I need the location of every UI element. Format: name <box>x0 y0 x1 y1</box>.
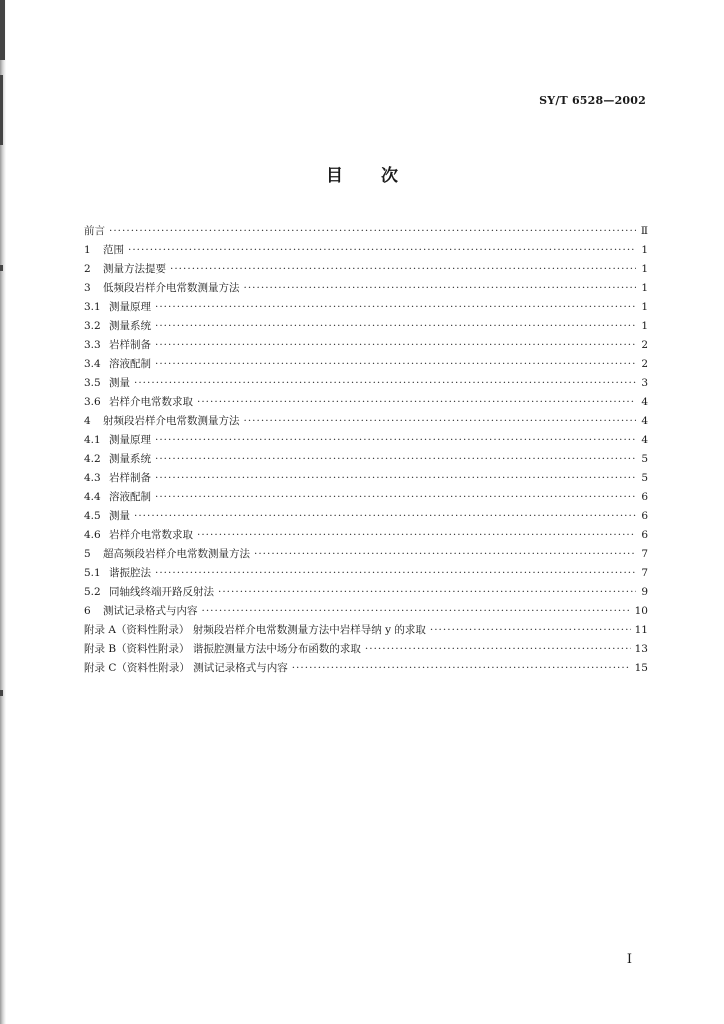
toc-entry-title <box>84 393 193 412</box>
toc-entry-title <box>84 450 151 469</box>
toc-entry-page: 1 <box>641 263 648 275</box>
scan-mark <box>0 75 3 145</box>
toc-leader-dots <box>155 488 636 507</box>
toc-entry-number: 4 <box>84 415 91 427</box>
toc-leader-dots <box>244 412 637 431</box>
toc-entry[interactable] <box>84 241 648 260</box>
toc-entry-page: 6 <box>641 491 648 503</box>
toc-entry-text: 附录 A（资料性附录） 射频段岩样介电常数测量方法中岩样导纳 y 的求取 <box>84 624 426 636</box>
toc-entry-title <box>84 431 151 450</box>
scan-edge <box>0 0 6 1024</box>
toc-entry-text: 低频段岩样介电常数测量方法 <box>103 282 240 294</box>
toc-leader-dots <box>128 241 636 260</box>
standard-number: SY/T 6528—2002 <box>539 94 646 107</box>
toc-entry-text: 岩样介电常数求取 <box>109 529 193 541</box>
toc-entry-text: 测量原理 <box>109 434 151 446</box>
toc-entry-title <box>84 526 193 545</box>
toc-entry[interactable] <box>84 450 648 469</box>
toc-entry-title <box>84 412 240 431</box>
toc-entry-number: 4.2 <box>84 453 101 465</box>
toc-entry-text: 同轴线终端开路反射法 <box>109 586 214 598</box>
toc-entry-number: 4.4 <box>84 491 101 503</box>
toc-entry-text: 范围 <box>103 244 124 256</box>
toc-entry-number: 3.6 <box>84 396 101 408</box>
toc-entry[interactable] <box>84 469 648 488</box>
toc-entry-title <box>84 640 361 659</box>
toc-entry[interactable] <box>84 412 648 431</box>
toc-entry-title <box>84 336 151 355</box>
toc-entry[interactable] <box>84 279 648 298</box>
toc-entry-text: 岩样制备 <box>109 339 151 351</box>
toc-entry-number: 4.3 <box>84 472 101 484</box>
toc-entry-text: 射频段岩样介电常数测量方法 <box>103 415 240 427</box>
toc-entry[interactable] <box>84 317 648 336</box>
toc-entry-number: 3 <box>84 282 91 294</box>
toc-entry-page: 1 <box>641 244 648 256</box>
toc-entry-page: 5 <box>641 472 648 484</box>
toc-entry-number: 1 <box>84 244 91 256</box>
toc-entry-page: 15 <box>634 662 648 674</box>
toc-entry-text: 附录 C（资料性附录） 测试记录格式与内容 <box>84 662 288 674</box>
toc-leader-dots <box>244 279 637 298</box>
toc-entry-title <box>84 659 288 678</box>
toc-entry[interactable] <box>84 659 648 678</box>
toc-leader-dots <box>197 526 636 545</box>
toc-leader-dots <box>109 222 636 241</box>
toc-entry-title <box>84 355 151 374</box>
toc-entry-number: 3.1 <box>84 301 101 313</box>
toc-leader-dots <box>170 260 636 279</box>
toc-entry-text: 附录 B（资料性附录） 谐振腔测量方法中场分布函数的求取 <box>84 643 361 655</box>
toc-entry-page: 4 <box>641 434 648 446</box>
toc-leader-dots <box>254 545 636 564</box>
toc-entry-text: 溶液配制 <box>109 358 151 370</box>
toc-entry-page: 2 <box>641 358 648 370</box>
toc-entry-number: 3.3 <box>84 339 101 351</box>
toc-entry-text: 测量方法提要 <box>103 263 166 275</box>
toc-entry-page: 5 <box>641 453 648 465</box>
toc-leader-dots <box>155 355 636 374</box>
toc-leader-dots <box>134 374 636 393</box>
toc-entry-title <box>84 602 198 621</box>
toc-entry-page: 2 <box>641 339 648 351</box>
toc-leader-dots <box>430 621 631 640</box>
toc-entry-page: 9 <box>641 586 648 598</box>
toc-leader-dots <box>365 640 631 659</box>
toc-leader-dots <box>155 336 636 355</box>
toc-entry-title <box>84 564 151 583</box>
toc-entry-page: 10 <box>634 605 648 617</box>
page-title: 目次 <box>326 166 436 186</box>
toc-entry[interactable] <box>84 507 648 526</box>
toc-entry-text: 测试记录格式与内容 <box>103 605 198 617</box>
toc-entry[interactable] <box>84 640 648 659</box>
scan-mark <box>0 690 3 696</box>
toc-entry-number: 3.2 <box>84 320 101 332</box>
toc-entry-title <box>84 374 130 393</box>
toc-entry-page: 1 <box>641 282 648 294</box>
toc-entry-text: 溶液配制 <box>109 491 151 503</box>
toc-entry-title <box>84 545 250 564</box>
toc-entry-title <box>84 317 151 336</box>
toc-leader-dots <box>155 469 636 488</box>
toc-leader-dots <box>202 602 631 621</box>
table-of-contents <box>84 222 648 678</box>
toc-entry-title <box>84 488 151 507</box>
toc-entry-text: 岩样制备 <box>109 472 151 484</box>
toc-entry-title <box>84 507 130 526</box>
toc-entry-page: 1 <box>641 320 648 332</box>
toc-leader-dots <box>197 393 636 412</box>
toc-entry-number: 3.5 <box>84 377 101 389</box>
toc-entry[interactable] <box>84 393 648 412</box>
toc-entry-text: 岩样介电常数求取 <box>109 396 193 408</box>
toc-entry[interactable] <box>84 545 648 564</box>
scan-mark <box>0 0 5 60</box>
toc-entry-title <box>84 241 124 260</box>
toc-entry-text: 前言 <box>84 225 105 237</box>
toc-entry[interactable] <box>84 602 648 621</box>
toc-entry[interactable] <box>84 374 648 393</box>
toc-entry[interactable] <box>84 355 648 374</box>
toc-leader-dots <box>292 659 631 678</box>
toc-entry[interactable] <box>84 621 648 640</box>
toc-entry[interactable] <box>84 260 648 279</box>
toc-entry[interactable] <box>84 526 648 545</box>
toc-entry-number: 5.2 <box>84 586 101 598</box>
toc-entry-page: 4 <box>641 396 648 408</box>
toc-entry-title <box>84 279 240 298</box>
toc-entry-text: 谐振腔法 <box>109 567 151 579</box>
toc-entry-title <box>84 583 214 602</box>
toc-entry-number: 6 <box>84 605 91 617</box>
toc-entry-number: 5 <box>84 548 91 560</box>
toc-entry[interactable] <box>84 222 648 241</box>
toc-entry-number: 4.5 <box>84 510 101 522</box>
toc-entry-page: 6 <box>641 510 648 522</box>
footer-page-number: I <box>626 952 632 967</box>
toc-leader-dots <box>218 583 636 602</box>
toc-entry-text: 测量 <box>109 510 130 522</box>
toc-leader-dots <box>134 507 636 526</box>
toc-entry-title <box>84 469 151 488</box>
toc-leader-dots <box>155 450 636 469</box>
toc-entry-number: 2 <box>84 263 91 275</box>
toc-entry-title <box>84 621 426 640</box>
toc-entry-number: 4.1 <box>84 434 101 446</box>
toc-entry-page: 7 <box>641 548 648 560</box>
toc-entry-number: 4.6 <box>84 529 101 541</box>
toc-entry[interactable] <box>84 298 648 317</box>
toc-entry-text: 测量 <box>109 377 130 389</box>
toc-leader-dots <box>155 431 636 450</box>
toc-entry[interactable] <box>84 431 648 450</box>
toc-entry-title <box>84 222 105 241</box>
toc-leader-dots <box>155 317 636 336</box>
toc-leader-dots <box>155 564 636 583</box>
toc-entry-page: 3 <box>641 377 648 389</box>
toc-entry[interactable] <box>84 564 648 583</box>
toc-entry-page: 11 <box>634 624 648 636</box>
toc-entry-text: 测量系统 <box>109 320 151 332</box>
toc-entry-text: 超高频段岩样介电常数测量方法 <box>103 548 250 560</box>
toc-entry-number: 5.1 <box>84 567 101 579</box>
toc-entry-title <box>84 298 151 317</box>
toc-entry-number: 3.4 <box>84 358 101 370</box>
toc-entry-page: 1 <box>641 301 648 313</box>
toc-entry-page: Ⅱ <box>640 225 648 237</box>
toc-entry-page: 13 <box>634 643 648 655</box>
toc-entry[interactable] <box>84 488 648 507</box>
toc-entry-page: 6 <box>641 529 648 541</box>
toc-entry[interactable] <box>84 336 648 355</box>
toc-leader-dots <box>155 298 636 317</box>
toc-entry-text: 测量系统 <box>109 453 151 465</box>
toc-entry-page: 7 <box>641 567 648 579</box>
scan-mark <box>0 265 3 271</box>
toc-entry-title <box>84 260 166 279</box>
toc-entry-text: 测量原理 <box>109 301 151 313</box>
toc-entry[interactable] <box>84 583 648 602</box>
toc-entry-page: 4 <box>641 415 648 427</box>
